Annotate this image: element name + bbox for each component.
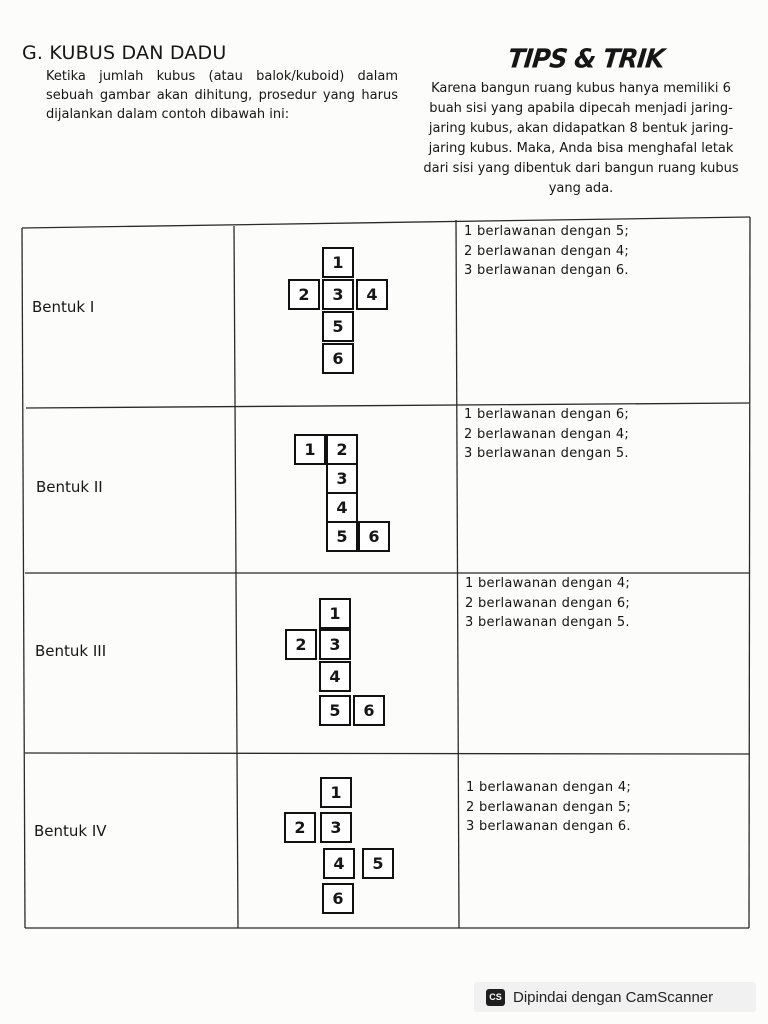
row-label: Bentuk IV: [34, 822, 107, 840]
opposite-line: 1 berlawanan dengan 4;: [465, 576, 631, 591]
row-label: Bentuk II: [36, 478, 103, 496]
opposite-line: 3 berlawanan dengan 5.: [465, 615, 630, 630]
camscanner-badge: [474, 982, 756, 1012]
opposite-faces: [464, 405, 629, 464]
net-face: 1: [294, 434, 326, 465]
net-face: 6: [353, 695, 385, 726]
net-face: 5: [322, 311, 354, 342]
net-face: 2: [288, 279, 320, 310]
intro-paragraph: Ketika jumlah kubus (atau balok/kuboid) dalam sebuah gambar akan dihitung, prosedur yang harus dijalankan dalam contoh dibawah ini:: [46, 69, 398, 122]
net-face: 4: [356, 279, 388, 310]
section-title: G. KUBUS DAN DADU: [22, 42, 227, 64]
opposite-faces: [465, 574, 630, 633]
net-face: 3: [322, 279, 354, 310]
opposite-line: 3 berlawanan dengan 5.: [464, 446, 629, 461]
tips-paragraph: Karena bangun ruang kubus hanya memiliki 6 buah sisi yang apabila dipecah menjadi jaring-jaring kubus, akan didapatkan 8 bentuk jaring-jaring kubus. Maka, Anda bisa menghafal letak dari sisi yang dibentuk dari bangun ruang kubus yang ada.: [423, 81, 739, 196]
opposite-line: 3 berlawanan dengan 6.: [466, 819, 631, 834]
net-face: 6: [322, 883, 354, 914]
opposite-line: 2 berlawanan dengan 6;: [465, 595, 631, 611]
opposite-line: 1 berlawanan dengan 5;: [464, 224, 630, 239]
net-face: 1: [320, 777, 352, 808]
net-face: 6: [358, 521, 390, 552]
net-face: 2: [284, 812, 316, 843]
opposite-line: 2 berlawanan dengan 4;: [464, 243, 630, 259]
opposite-line: 2 berlawanan dengan 4;: [464, 426, 630, 442]
net-face: 1: [319, 598, 351, 629]
net-face: 5: [326, 521, 358, 552]
camscanner-text: Dipindai dengan CamScanner: [513, 988, 714, 1006]
net-face: 2: [326, 434, 358, 465]
net-face: 4: [319, 661, 351, 692]
opposite-line: 1 berlawanan dengan 6;: [464, 407, 630, 422]
net-face: 3: [326, 463, 358, 494]
net-face: 3: [320, 812, 352, 843]
opposite-line: 1 berlawanan dengan 4;: [466, 780, 632, 795]
row-label: Bentuk I: [32, 298, 95, 316]
net-face: 5: [319, 695, 351, 726]
opposite-line: 2 berlawanan dengan 5;: [466, 799, 632, 815]
net-face: 3: [319, 629, 351, 660]
net-face: 4: [326, 492, 358, 523]
net-face: 5: [362, 848, 394, 879]
net-face: 6: [322, 343, 354, 374]
opposite-faces: [464, 222, 629, 281]
net-face: 1: [322, 247, 354, 278]
row-label: Bentuk III: [35, 642, 107, 660]
tips-title: TIPS & TRIK: [506, 43, 666, 74]
net-face: 2: [285, 629, 317, 660]
opposite-line: 3 berlawanan dengan 6.: [464, 263, 629, 278]
camscanner-icon: CS: [486, 989, 505, 1006]
net-face: 4: [323, 848, 355, 879]
opposite-faces: [466, 778, 631, 837]
